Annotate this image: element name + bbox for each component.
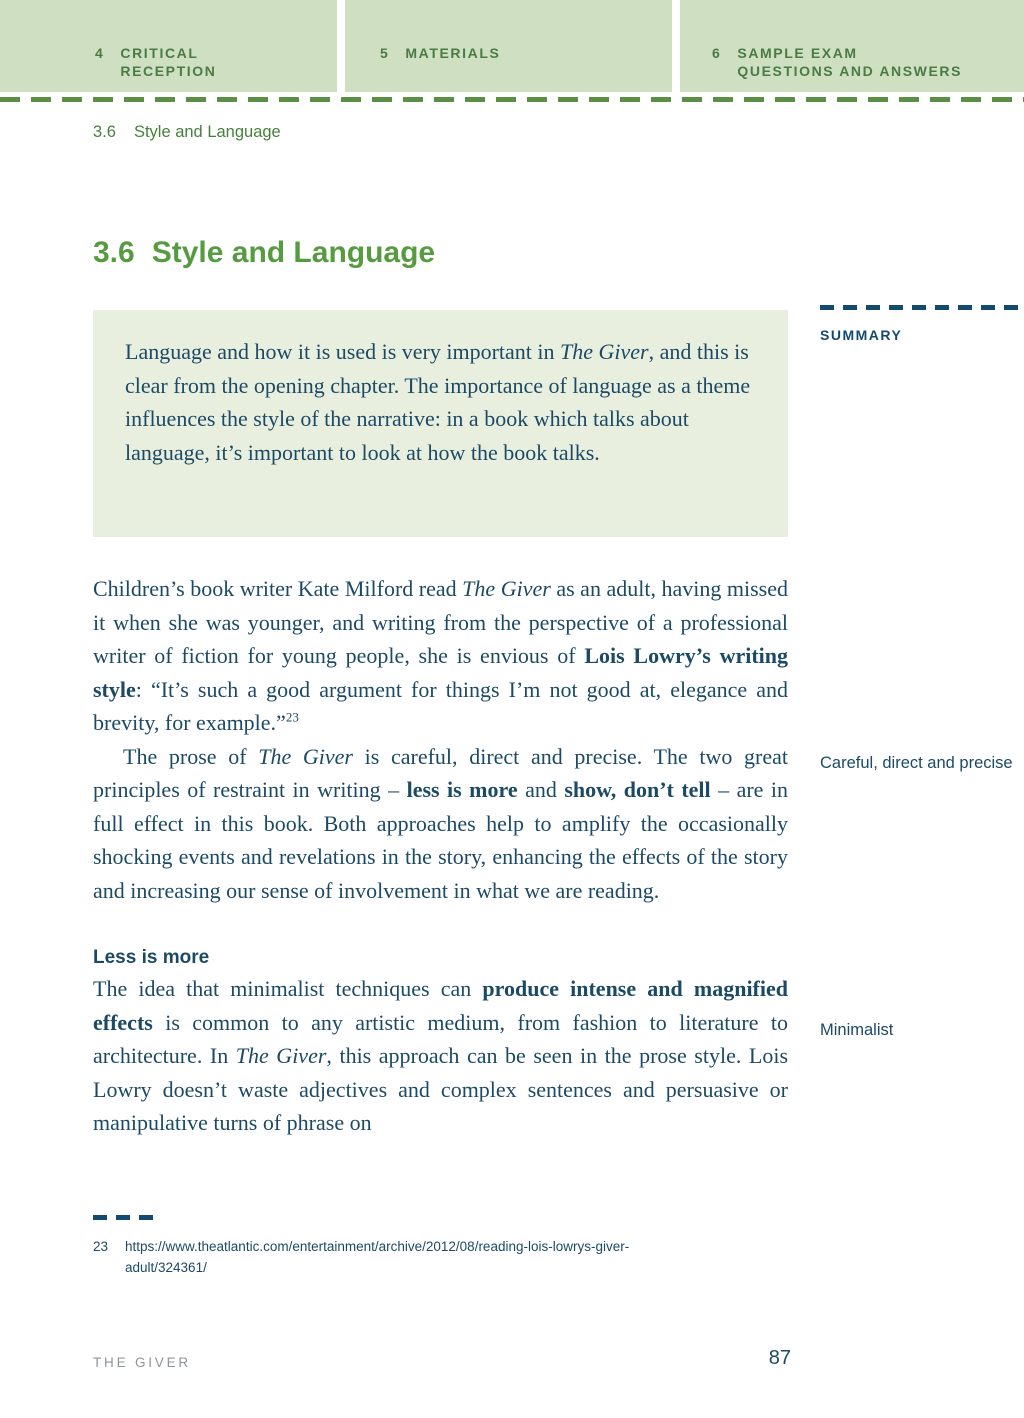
page-title-text: Style and Language <box>151 236 436 269</box>
footnote-divider <box>93 1215 153 1220</box>
tab-number: 5 <box>380 45 390 61</box>
margin-note-minimalist: Minimalist <box>820 1021 894 1039</box>
footnote <box>93 1236 773 1278</box>
margin-note-careful-direct-precise: Careful, direct and precise <box>820 754 1013 772</box>
summary-dashed-rule <box>820 305 1024 310</box>
header-tabs <box>0 0 1024 92</box>
subheading-less-is-more: Less is more <box>93 947 210 968</box>
summary-text: Language and how it is used is very important in The Giver, and this is clear from the opening chapter. The importance of language as a theme influences the style of the narrative: in a book which talks about language, it’s important to look at how the book talks. <box>125 339 751 465</box>
page-title-number: 3.6 <box>93 236 135 269</box>
header-tab-critical-reception <box>0 0 337 92</box>
tab-number: 4 <box>95 45 105 61</box>
header-dashed-divider <box>0 97 1024 102</box>
header-tab-sample-exam <box>680 0 1024 92</box>
paragraph-minimalist: The idea that minimalist techniques can produce intense and magnified effects is common to any artistic medium, from fashion to literature to architecture. In The Giver, this approach can be seen in the prose style. Lois Lowry doesn’t waste adjectives and complex sentences and persuasive or manipulative turns of phrase on <box>93 976 789 1135</box>
page-number: 87 <box>768 1347 791 1369</box>
tab-number: 6 <box>712 45 722 61</box>
summary-box <box>93 310 788 537</box>
tab-label: MATERIALS <box>405 45 501 61</box>
breadcrumb-number: 3.6 <box>93 123 116 141</box>
body-column <box>93 572 788 1140</box>
paragraph-kate-milford: Children’s book writer Kate Milford read The Giver as an adult, having missed it when she was younger, and writing from the perspective of a professional writer of fiction for young people, she is envious of Lois Lowry’s writing style: “It’s such a good argument for things I’m not good at, elegance and brevity, for example.”$^{23}$ <box>93 576 789 735</box>
tab-label: SAMPLE EXAM QUESTIONS AND ANSWERS <box>737 45 963 79</box>
breadcrumb-label: Style and Language <box>133 123 281 141</box>
header-tab-materials <box>345 0 672 92</box>
paragraph-prose: The prose of The Giver is careful, direct and precise. The two great principles of restraint in writing – less is more and show, don’t tell – are in full effect in this book. Both approaches help to amplify the occasionally shocking events and revelations in the story, enhancing the effects of the story and increasing our sense of involvement in what we are reading. <box>93 743 788 903</box>
breadcrumb <box>93 123 281 142</box>
footer-book-title: THE GIVER <box>93 1355 191 1370</box>
footnote-number: 23 <box>93 1239 109 1254</box>
summary-label: SUMMARY <box>820 327 903 343</box>
footnote-url-link[interactable]: https://www.theatlantic.com/entertainment/archive/2012/08/reading-lois-lowrys-giver- adult/324361/ <box>125 1239 630 1275</box>
tab-label: CRITICAL RECEPTION <box>120 45 217 79</box>
page-title <box>93 236 435 270</box>
